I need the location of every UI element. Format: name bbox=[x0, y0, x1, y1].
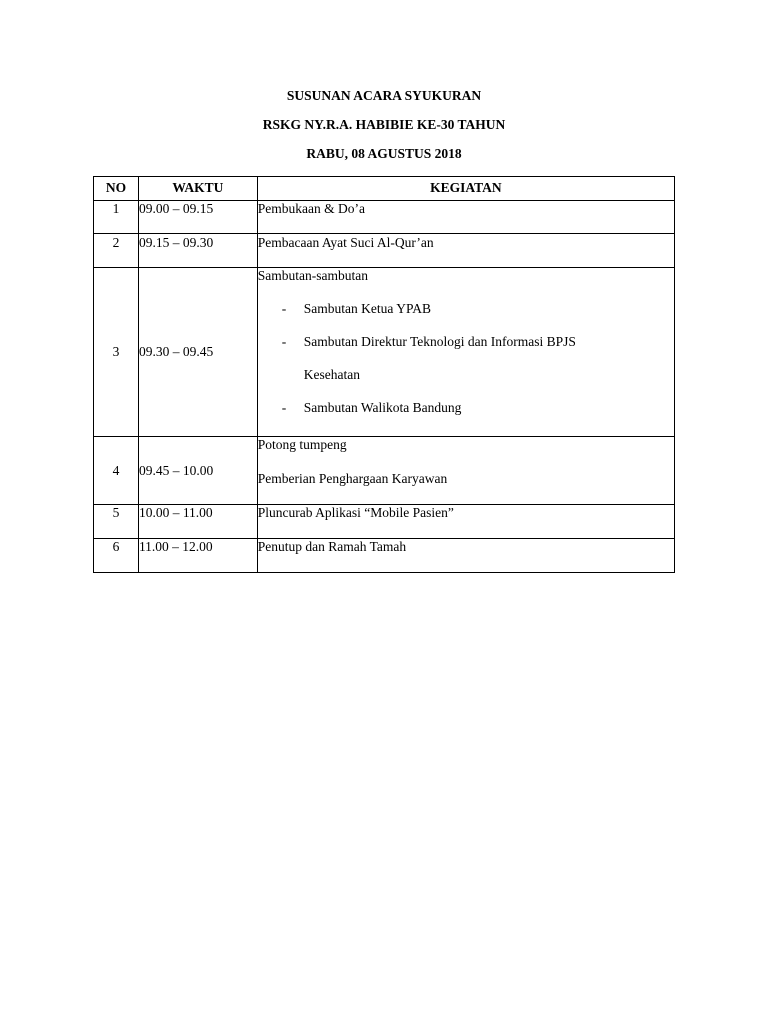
row-time: 09.15 – 09.30 bbox=[138, 234, 257, 268]
row-activity: Pembukaan & Do’a bbox=[257, 201, 674, 234]
row-time: 09.00 – 09.15 bbox=[138, 201, 257, 234]
activity-line: Pemberian Penghargaan Karyawan bbox=[257, 471, 448, 486]
table-row bbox=[94, 539, 675, 573]
document-date: RABU, 08 AGUSTUS 2018 bbox=[306, 146, 462, 161]
row-number: 5 bbox=[94, 505, 139, 539]
table-row bbox=[94, 268, 675, 437]
table-row bbox=[94, 201, 675, 234]
list-dash: - bbox=[281, 334, 287, 349]
row-activity: Pembacaan Ayat Suci Al-Qur’an bbox=[257, 234, 674, 268]
list-dash: - bbox=[281, 301, 287, 316]
table-row bbox=[94, 234, 675, 268]
schedule-table bbox=[93, 176, 675, 573]
list-item bbox=[258, 301, 674, 317]
list-item-text: Sambutan Walikota Bandung bbox=[303, 400, 462, 415]
row-number: 2 bbox=[94, 234, 139, 268]
row-time: 09.30 – 09.45 bbox=[138, 268, 257, 437]
list-item bbox=[258, 400, 674, 416]
row-time: 11.00 – 12.00 bbox=[138, 539, 257, 573]
list-item-text: Sambutan Ketua YPAB bbox=[303, 301, 432, 316]
list-item-text: Kesehatan bbox=[303, 367, 360, 382]
table-row bbox=[94, 437, 675, 505]
row-number: 4 bbox=[94, 437, 139, 505]
column-header-no: NO bbox=[94, 177, 139, 201]
table-row bbox=[94, 505, 675, 539]
document-subtitle: RSKG NY.R.A. HABIBIE KE-30 TAHUN bbox=[262, 117, 506, 132]
list-item-text: Sambutan Direktur Teknologi dan Informasi BPJS bbox=[303, 334, 576, 349]
row-number: 6 bbox=[94, 539, 139, 573]
row-number: 3 bbox=[94, 268, 139, 437]
row-activity: Penutup dan Ramah Tamah bbox=[257, 539, 674, 573]
activity-heading: Sambutan-sambutan bbox=[257, 268, 368, 283]
list-item bbox=[258, 334, 674, 350]
activity-line: Potong tumpeng bbox=[257, 437, 347, 452]
list-item-continuation bbox=[258, 367, 674, 383]
column-header-waktu: WAKTU bbox=[138, 177, 257, 201]
row-activity bbox=[257, 268, 674, 437]
row-activity bbox=[257, 437, 674, 505]
document-title: SUSUNAN ACARA SYUKURAN bbox=[286, 88, 482, 103]
table-header-row bbox=[94, 177, 675, 201]
row-time: 09.45 – 10.00 bbox=[138, 437, 257, 505]
row-number: 1 bbox=[94, 201, 139, 234]
row-time: 10.00 – 11.00 bbox=[138, 505, 257, 539]
row-activity: Pluncurab Aplikasi “Mobile Pasien” bbox=[257, 505, 674, 539]
column-header-kegiatan: KEGIATAN bbox=[257, 177, 674, 201]
list-dash: - bbox=[281, 400, 287, 415]
